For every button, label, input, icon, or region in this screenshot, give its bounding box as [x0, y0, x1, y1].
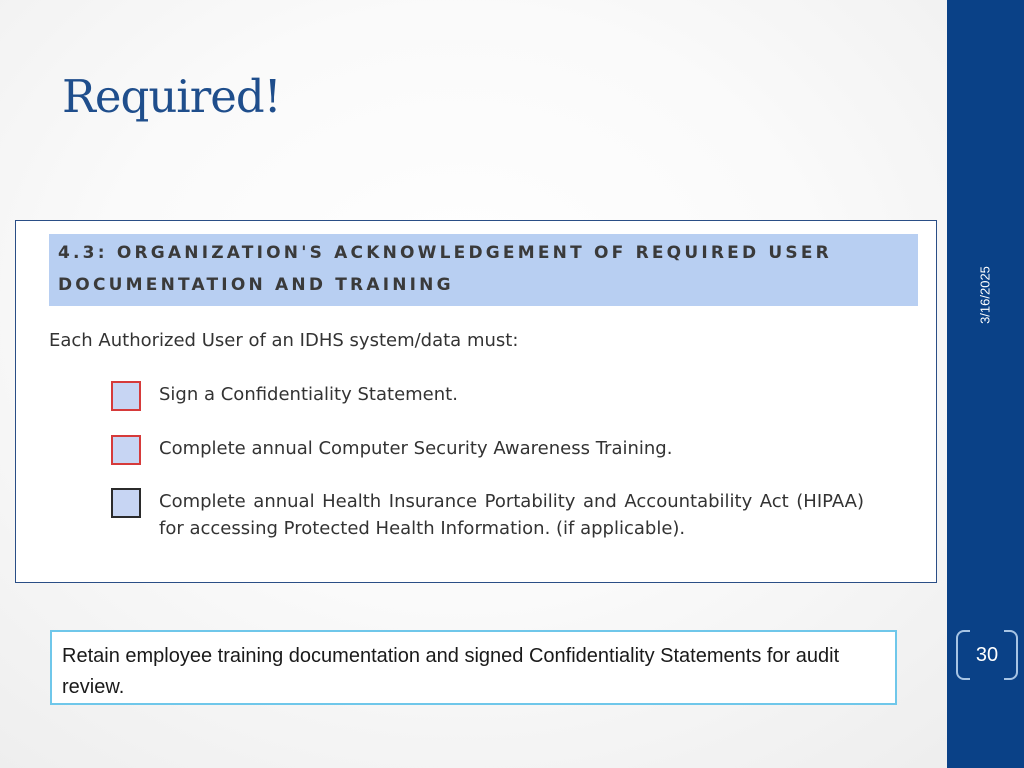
section-header — [49, 234, 918, 306]
section-header-line-2: DOCUMENTATION AND TRAINING — [58, 275, 454, 295]
note-box — [50, 630, 897, 705]
slide-title: Required! — [62, 70, 281, 123]
section-header-line-1: 4.3: ORGANIZATION'S ACKNOWLEDGEMENT OF REQUIRED USER — [58, 243, 832, 263]
document-excerpt — [15, 220, 937, 583]
note-text: Retain employee training documentation and signed Confidentiality Statements for audit review. — [62, 645, 840, 698]
page-number: 30 — [975, 643, 999, 666]
checklist-item-text: Sign a Confidentiality Statement. — [159, 384, 458, 405]
checkbox[interactable] — [111, 381, 141, 411]
intro-text: Each Authorized User of an IDHS system/data must: — [49, 330, 519, 351]
checklist-item-text: Complete annual Computer Security Awareness Training. — [159, 438, 673, 459]
checkbox[interactable] — [111, 435, 141, 465]
checkbox[interactable] — [111, 488, 141, 518]
checklist-item-text: Complete annual Health Insurance Portability and Accountability Act (HIPAA) for accessing Protected Health Information. (if applicable). — [159, 491, 864, 539]
slide-date: 3/16/2025 — [977, 266, 993, 324]
